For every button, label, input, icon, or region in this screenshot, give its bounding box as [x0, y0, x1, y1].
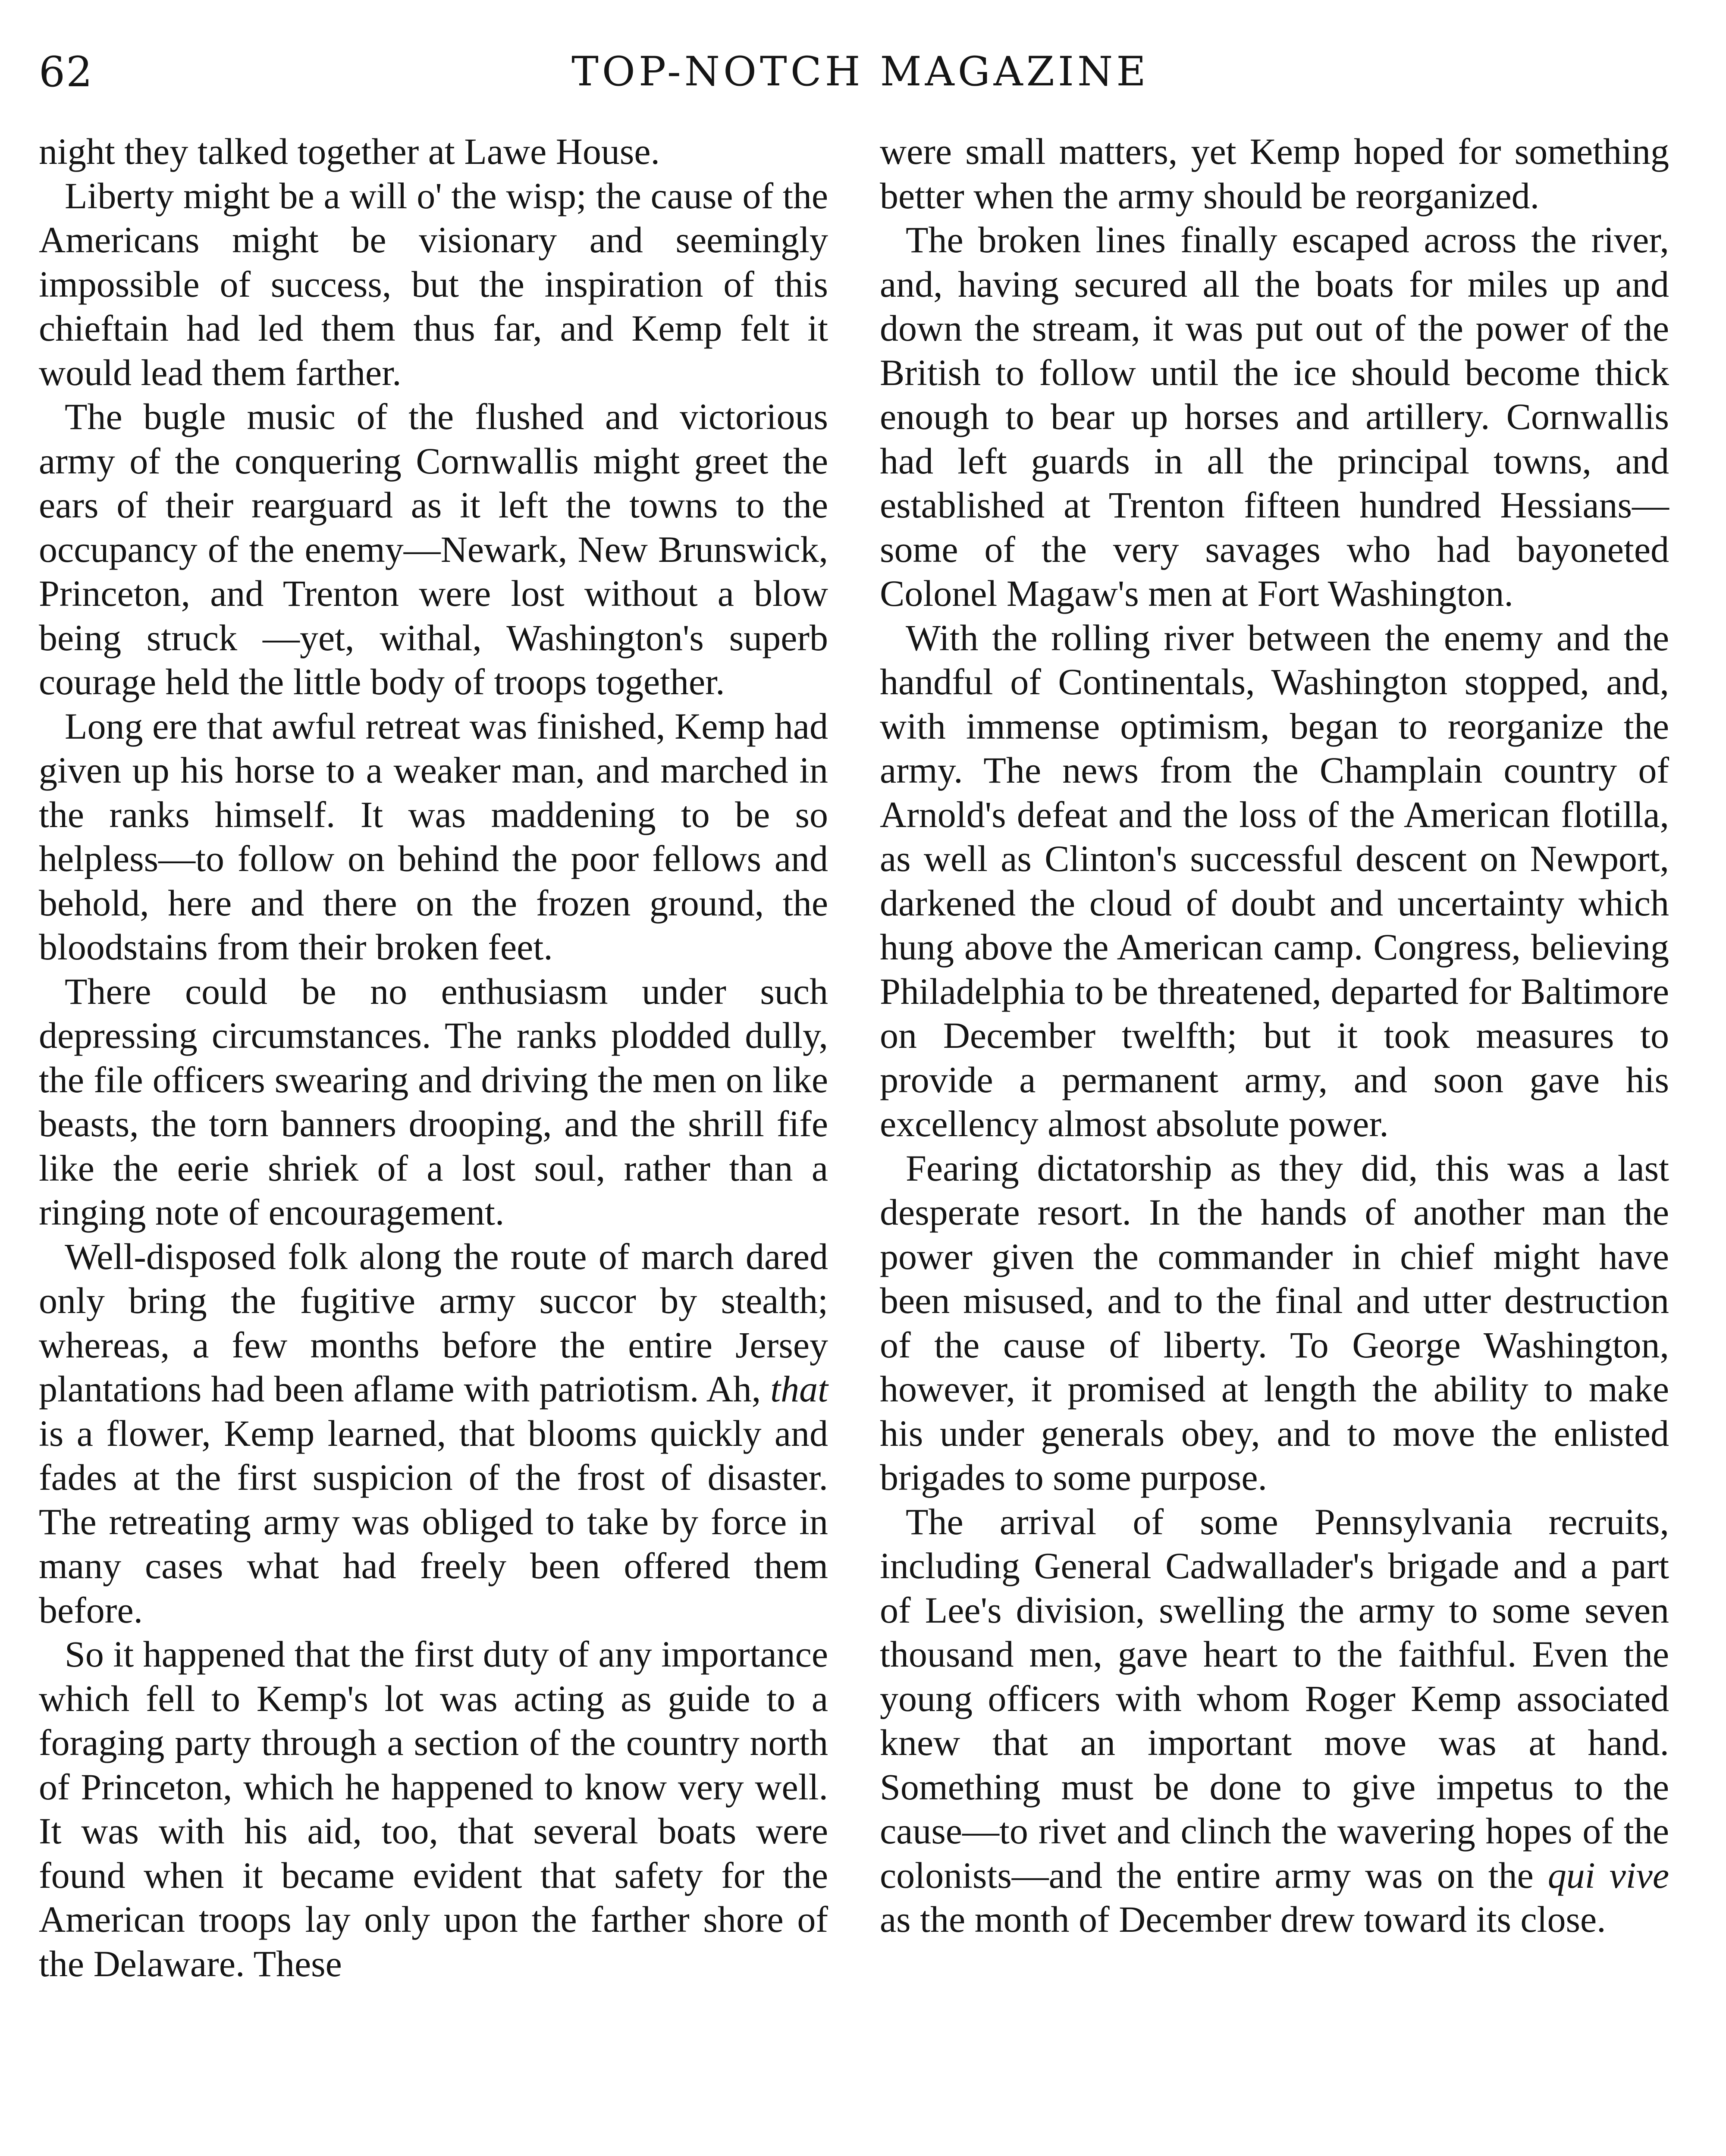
paragraph: were small matters, yet Kemp hoped for something better when the army should be reorganized. [880, 131, 1669, 216]
paragraph [39, 1235, 828, 1633]
paragraph-text: is a flower, Kemp learned, that blooms quickly and fades at the first suspicion of the frost of disaster. The retreating army was obliged to take by force in many cases what had freely been offered them before. [39, 1412, 828, 1631]
paragraph: The broken lines finally escaped across the river, and, having secured all the boats for miles up and down the stream, it was put out of the power of the British to follow until the ice should become thick enough to bear up horses and artillery. Cornwallis had left guards in all the principal towns, and established at Trenton fifteen hundred Hessians—some of the very savages who had bayoneted Colonel Magaw's men at Fort Washington. [880, 219, 1669, 614]
paragraph: So it happened that the first duty of any importance which fell to Kemp's lot was acting as guide to a foraging party through a section of the country north of Princeton, which he happened to know very well. It was with his aid, too, that several boats were found when it became evident that safety for the American troops lay only upon the farther shore of the Delaware. These [39, 1633, 828, 1984]
paragraph: With the rolling river between the enemy and the handful of Continentals, Washington stopped, and, with immense optimism, began to reorganize the army. The news from the Champlain country of Arnold's defeat and the loss of the American flotilla, as well as Clinton's successful descent on Newport, darkened the cloud of doubt and uncertainty which hung above the American camp. Congress, believing Philadelphia to be threatened, departed for Baltimore on December twelfth; but it took measures to provide a permanent army, and soon gave his excellency almost absolute power. [880, 617, 1669, 1144]
running-head-title: TOP-NOTCH MAGAZINE [571, 48, 1149, 95]
page-number: 62 [39, 48, 94, 96]
right-column [880, 129, 1669, 1942]
emphasis: that [770, 1368, 828, 1410]
page-header [39, 40, 1682, 104]
paragraph: Liberty might be a will o' the wisp; the cause of the Americans might be visionary and seemingly impossible of success, but the inspiration of this chieftain had led them thus far, and Kemp felt it would lead them farther. [39, 175, 828, 393]
paragraph: The bugle music of the flushed and victorious army of the conquering Cornwallis might greet the ears of their rearguard as it left the towns to the occupancy of the enemy—Newark, New Brunswick, Princeton, and Trenton were lost without a blow being struck —yet, withal, Washington's superb courage held the little body of troops together. [39, 396, 828, 702]
paragraph: Fearing dictatorship as they did, this was a last desperate resort. In the hands of another man the power given the commander in chief might have been misused, and to the final and utter destruction of the cause of liberty. To George Washington, however, it promised at length the ability to make his under generals obey, and to move the enlisted brigades to some purpose. [880, 1147, 1669, 1498]
paragraph: There could be no enthusiasm under such depressing circumstances. The ranks plodded dully, the file officers swearing and driving the men on like beasts, the torn banners drooping, and the shrill fife like the eerie shriek of a lost soul, rather than a ringing note of encouragement. [39, 970, 828, 1233]
paragraph: Long ere that awful retreat was finished, Kemp had given up his horse to a weaker man, and marched in the ranks himself. It was maddening to be so helpless—to follow on behind the poor fellows and behold, here and there on the frozen ground, the bloodstains from their broken feet. [39, 705, 828, 968]
paragraph [880, 1500, 1669, 1942]
paragraph-text: as the month of December drew toward its close. [880, 1899, 1606, 1940]
paragraph-text: Well-disposed folk along the route of march dared only bring the fugitive army succor by stealth; whereas, a few months before the entire Jersey plantations had been aflame with patriotism. Ah, [39, 1235, 828, 1410]
paragraph: night they talked together at Lawe House. [39, 131, 660, 172]
left-column [39, 129, 828, 1986]
paragraph-text: The arrival of some Pennsylvania recruits, including General Cadwallader's brigade and a part of Lee's division, swelling the army to some seven thousand men, gave heart to the faithful. Even the young officers with whom Roger Kemp associated knew that an important move was at hand. Something must be done to give impetus to the cause—to rivet and clinch the wavering hopes of the colonists—and the entire army was on the [880, 1501, 1669, 1896]
emphasis: qui vive [1547, 1854, 1669, 1896]
